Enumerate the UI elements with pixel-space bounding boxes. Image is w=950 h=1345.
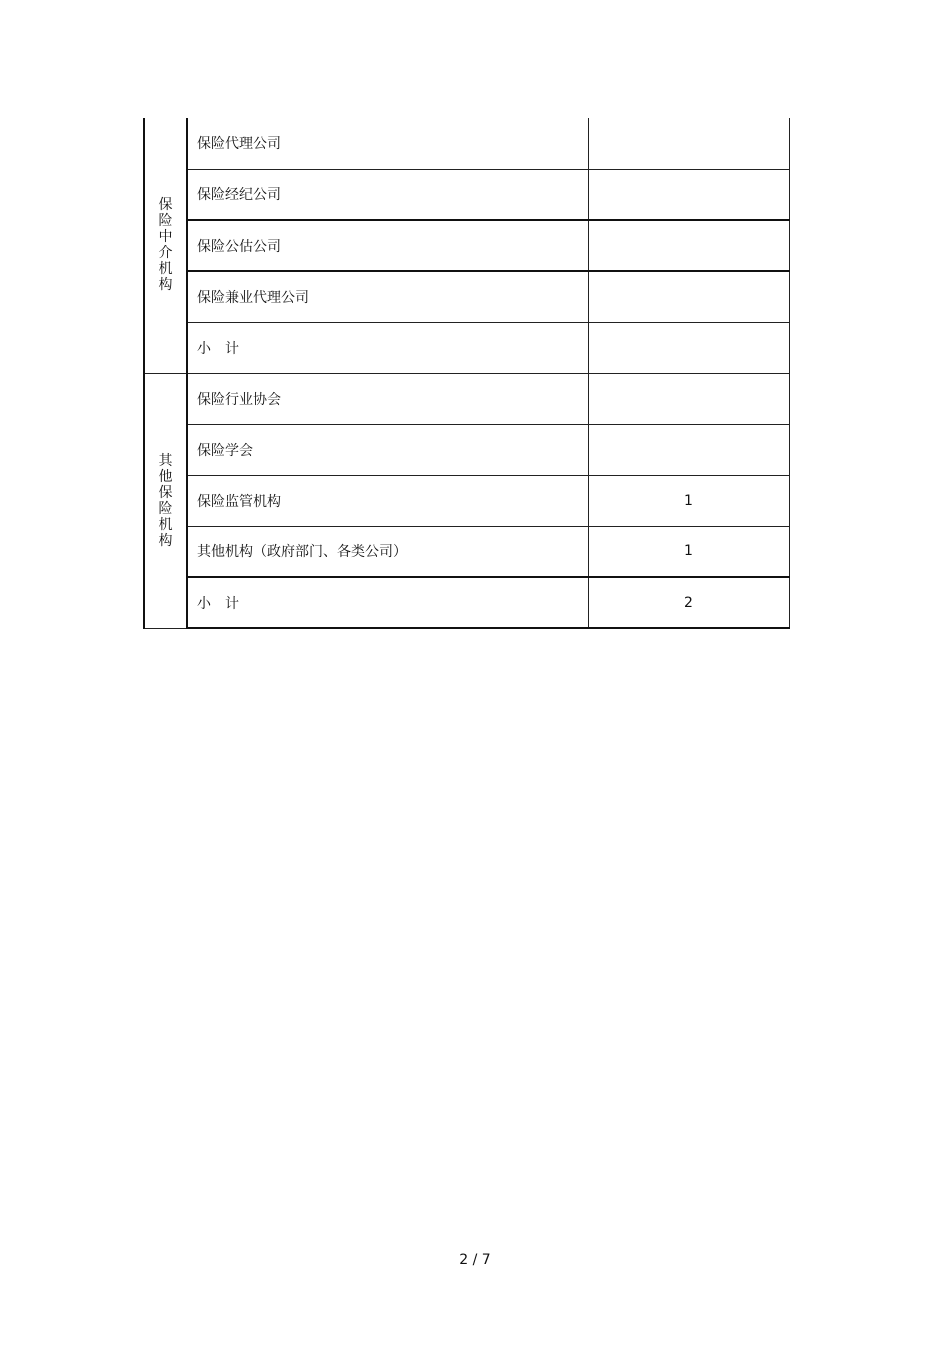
- row-value: [588, 169, 789, 220]
- table-row: [144, 169, 789, 220]
- row-name: 保险公估公司: [187, 220, 588, 271]
- row-name: 保险兼业代理公司: [187, 271, 588, 322]
- table-row: [144, 424, 789, 475]
- table-row: [144, 271, 789, 322]
- table-row: [144, 118, 789, 169]
- subtotal-label: 小 计: [187, 322, 588, 373]
- row-name: 保险代理公司: [187, 118, 588, 169]
- row-value: [588, 373, 789, 424]
- subtotal-label: 小 计: [187, 577, 588, 628]
- table-row: [144, 373, 789, 424]
- table-row: [144, 322, 789, 373]
- row-name: 其他机构（政府部门、各类公司）: [187, 526, 588, 577]
- table-row: [144, 526, 789, 577]
- row-name: 保险经纪公司: [187, 169, 588, 220]
- group-label: 保险中介机构: [158, 197, 173, 294]
- row-value: [588, 424, 789, 475]
- subtotal-value: 2: [588, 577, 789, 628]
- row-value: [588, 118, 789, 169]
- row-value: [588, 220, 789, 271]
- group-label-cell: [144, 373, 187, 628]
- group-label: 其他保险机构: [158, 452, 173, 549]
- table-row: [144, 475, 789, 526]
- group-label-cell: [144, 118, 187, 373]
- row-value: 1: [588, 475, 789, 526]
- row-value: 1: [588, 526, 789, 577]
- row-name: 保险监管机构: [187, 475, 588, 526]
- table-row: [144, 220, 789, 271]
- row-name: 保险学会: [187, 424, 588, 475]
- subtotal-value: [588, 322, 789, 373]
- table-row: [144, 577, 789, 628]
- statistics-table: [143, 118, 790, 629]
- row-value: [588, 271, 789, 322]
- page-number: 2 / 7: [459, 1252, 491, 1268]
- row-name: 保险行业协会: [187, 373, 588, 424]
